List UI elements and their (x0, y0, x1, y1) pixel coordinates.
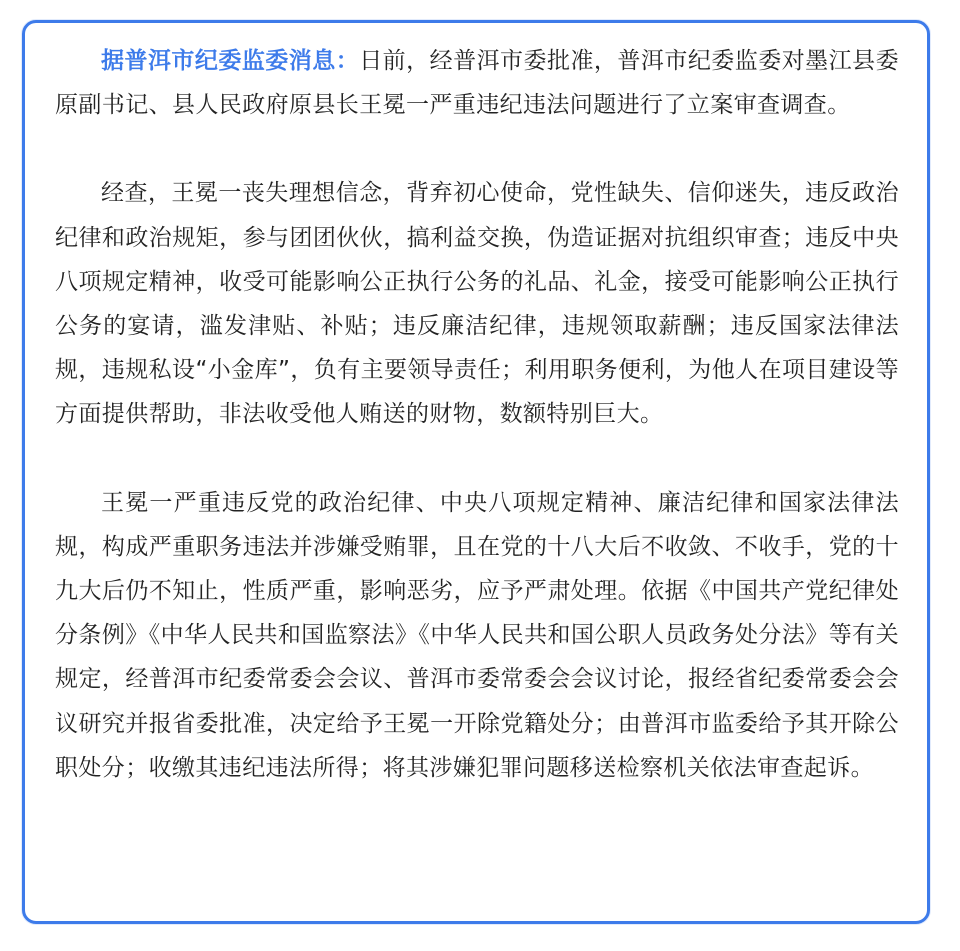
paragraph-decision: 王冕一严重违反党的政治纪律、中央八项规定精神、廉洁纪律和国家法律法规，构成严重职务违法并涉嫌受贿罪，且在党的十八大后不收敛、不收手，党的十九大后仍不知止，性质严重，影响恶劣，应予严肃处理。依据《中国共产党纪律处分条例》《中华人民共和国监察法》《中华人民共和国公职人员政务处分法》等有关规定，经普洱市纪委常委会会议、普洱市委常委会会议讨论，报经省纪委常委会会议研究并报省委批准，决定给予王冕一开除党籍处分；由普洱市监委给予其开除公职处分；收缴其违纪违法所得；将其涉嫌犯罪问题移送检察机关依法审查起诉。 (55, 489, 899, 781)
paragraph-findings: 经查，王冕一丧失理想信念，背弃初心使命，党性缺失、信仰迷失，违反政治纪律和政治规矩，参与团团伙伙，搞利益交换，伪造证据对抗组织审查；违反中央八项规定精神，收受可能影响公正执行公务的礼品、礼金，接受可能影响公正执行公务的宴请，滥发津贴、补贴；违反廉洁纪律，违规领取薪酬；违反国家法律法规，违规私设“小金库”，负有主要领导责任；利用职务便利，为他人在项目建设等方面提供帮助，非法收受他人贿送的财物，数额特别巨大。 (55, 180, 899, 428)
source-lead: 据普洱市纪委监委消息： (101, 48, 360, 74)
paragraph-announcement (55, 39, 899, 127)
announcement-body: 日前，经普洱市委批准，普洱市纪委监委对墨江县委原副书记、县人民政府原县长王冕一严重违纪违法问题进行了立案审查调查。 (55, 48, 899, 119)
article-content (55, 39, 899, 790)
article-frame (22, 20, 930, 924)
